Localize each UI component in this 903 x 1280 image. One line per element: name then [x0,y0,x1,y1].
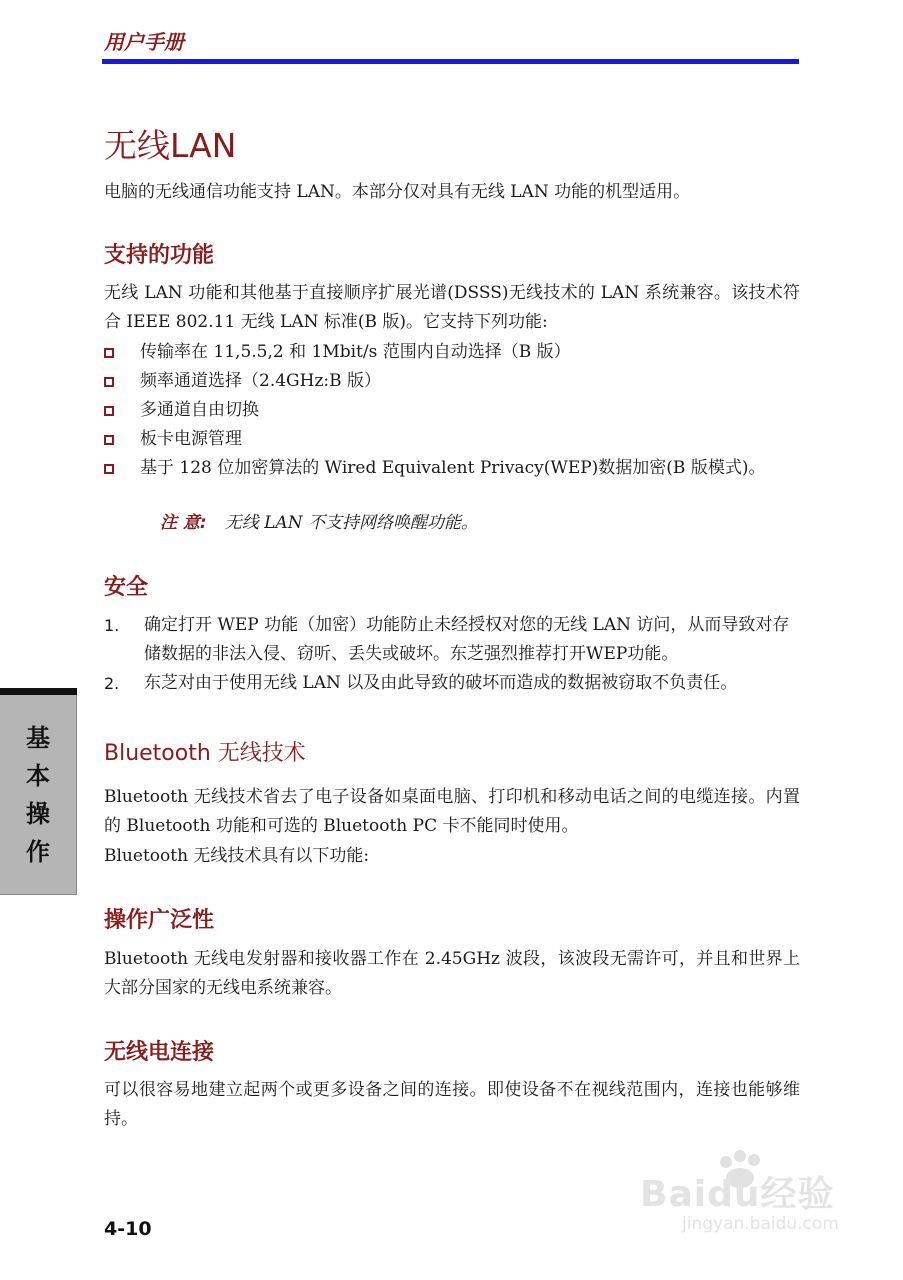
list-item [104,454,804,483]
list-item [104,367,804,396]
item-text: 东芝对由于使用无线 LAN 以及由此导致的破坏而造成的数据被窃取不负责任。 [144,673,738,693]
list-item-text: 基于 128 位加密算法的 Wired Equivalent Privacy(WEP)数据加密(B 版模式)。 [140,458,766,478]
side-tab-char: 基 [26,723,50,752]
bluetooth-p2: Bluetooth 无线技术具有以下功能: [104,846,370,866]
heading-bluetooth: Bluetooth 无线技术 [104,741,306,766]
wlan-intro: 电脑的无线通信功能支持 LAN。本部分仅对具有无线 LAN 功能的机型适用。 [104,182,691,202]
supported-desc: 无线 LAN 功能和其他基于直接顺序扩展光谱(DSSS)无线技术的 LAN 系统兼容。该技术符合 IEEE 802.11 无线 LAN 标准(B 版)。它支持下列功能: [104,283,800,332]
bluetooth-p1: Bluetooth 无线技术省去了电子设备如桌面电脑、打印机和移动电话之间的电缆连接。内置的 Bluetooth 功能和可选的 Bluetooth PC 卡不能同时使用。 [104,787,800,836]
checkbox-bullet-icon [104,377,114,387]
watermark-url: jingyan.baidu.com [682,1214,839,1234]
note-label: 注 意: [160,513,207,533]
page-number: 4-10 [104,1218,152,1240]
list-item [104,396,804,425]
header-rule [102,59,799,64]
list-item-text: 多通道自由切换 [140,400,259,420]
heading-supported: 支持的功能 [104,243,215,268]
side-tab-char: 作 [26,837,50,866]
heading-security: 安全 [104,575,149,600]
heading-operation: 操作广泛性 [104,908,215,933]
checkbox-bullet-icon [104,348,114,358]
side-tab-bar [0,688,77,695]
checkbox-bullet-icon [104,464,114,474]
list-item-text: 频率通道选择（2.4GHz:B 版） [140,371,382,391]
radio-text: 可以很容易地建立起两个或更多设备之间的连接。即使设备不在视线范围内，连接也能够维持。 [104,1080,800,1129]
chapter-side-tab [0,695,77,895]
list-item [104,338,804,367]
security-list [104,611,804,698]
checkbox-bullet-icon [104,435,114,445]
note [160,508,478,533]
side-tab-char: 操 [26,799,50,828]
watermark [640,1150,870,1250]
list-item [104,611,804,669]
feature-list [104,338,804,483]
item-text: 确定打开 WEP 功能（加密）功能防止未经授权对您的无线 LAN 访问，从而导致对存储数据的非法入侵、窃听、丢失或破坏。东芝强烈推荐打开WEP功能。 [144,615,790,664]
list-item-text: 板卡电源管理 [140,429,242,449]
operation-text: Bluetooth 无线电发射器和接收器工作在 2.45GHz 波段，该波段无需许可，并且和世界上大部分国家的无线电系统兼容。 [104,949,800,998]
checkbox-bullet-icon [104,406,114,416]
heading-radio: 无线电连接 [104,1040,215,1065]
watermark-text: Baidu经验 [640,1174,835,1215]
list-item-text: 传输率在 11,5.5,2 和 1Mbit/s 范围内自动选择（B 版） [140,342,571,362]
side-tab-char: 本 [26,761,50,790]
list-item [104,425,804,454]
note-text: 无线 LAN 不支持网络唤醒功能。 [224,513,478,533]
item-number: 1. [104,616,120,635]
list-item [104,669,804,698]
item-number: 2. [104,674,120,693]
section-title-wlan: 无线LAN [104,126,237,165]
running-header: 用户手册 [104,30,184,54]
